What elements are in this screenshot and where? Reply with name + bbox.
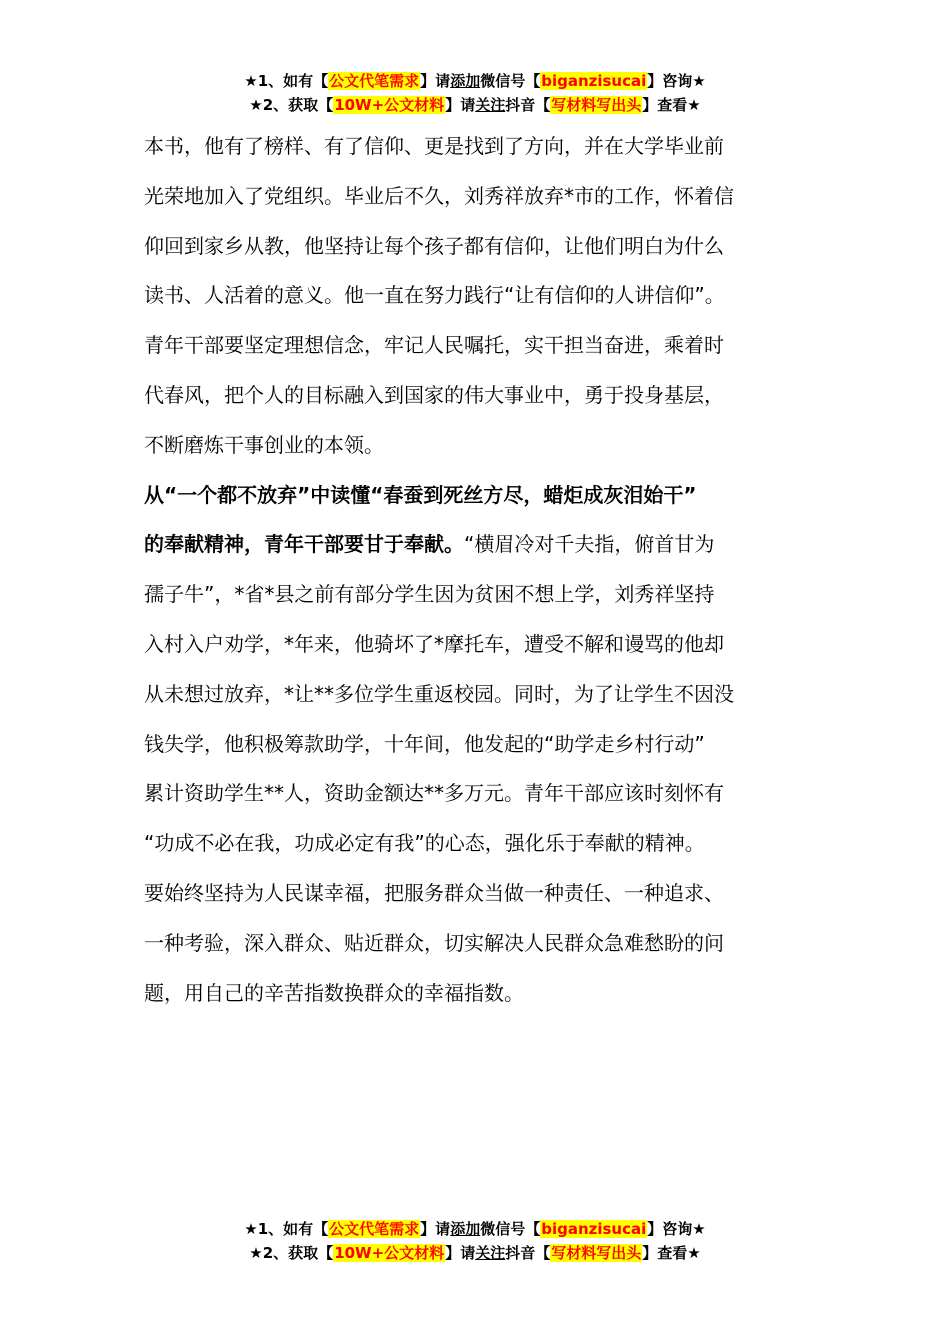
banner-text: 抖音【	[505, 1244, 551, 1262]
underlined-text: 添加	[450, 72, 481, 90]
underlined-text: 关注	[475, 1244, 506, 1262]
body-line: 一种考验，深入群众、贴近群众，切实解决人民群众急难愁盼的问	[144, 930, 724, 955]
body-line: 孺子牛”，*省*县之前有部分学生因为贫困不想上学，刘秀祥坚持	[144, 582, 715, 607]
banner-text: 】请	[445, 1244, 476, 1262]
highlight-text: 10W+公文材料	[334, 96, 445, 114]
banner-line-2	[0, 93, 950, 117]
body-line: 本书，他有了榜样、有了信仰、更是找到了方向，并在大学毕业前	[144, 134, 724, 158]
banner-text: 】咨询★	[647, 1220, 706, 1238]
body-line: 要始终坚持为人民谋幸福，把服务群众当做一种责任、一种追求、	[144, 880, 724, 905]
footer-banner	[0, 1217, 950, 1265]
body-line: 读书、人活着的意义。他一直在努力践行“让有信仰的人讲信仰”。	[144, 283, 725, 308]
underlined-text: 添加	[450, 1220, 481, 1238]
body-line: 入村入户劝学，*年来，他骑坏了*摩托车，遭受不解和谩骂的他却	[144, 631, 724, 656]
banner-text: 】查看★	[642, 96, 701, 114]
body-line: 钱失学，他积极筹款助学，十年间，他发起的“助学走乡村行动”	[144, 731, 705, 756]
body-line: “功成不必在我，功成必定有我”的心态，强化乐于奉献的精神。	[144, 831, 705, 856]
body-line: 从未想过放弃，*让**多位学生重返校园。同时，为了让学生不因没	[144, 681, 734, 706]
body-line: 代春风，把个人的目标融入到国家的伟大事业中，勇于投身基层，	[144, 382, 724, 407]
banner-text: ★1、如有【	[244, 72, 329, 90]
highlight-text: 公文代笔需求	[329, 1220, 420, 1238]
banner-text: 】请	[420, 72, 451, 90]
banner-text: ★2、获取【	[249, 1244, 334, 1262]
body-line: 青年干部要坚定理想信念，牢记人民嘱托，实干担当奋进，乘着时	[144, 333, 724, 358]
banner-line-1	[0, 1217, 950, 1241]
body-line: 不断磨炼干事创业的本领。	[144, 432, 384, 457]
banner-text: ★2、获取【	[249, 96, 334, 114]
banner-text: 】请	[445, 96, 476, 114]
banner-line-1	[0, 69, 950, 93]
banner-text: 】查看★	[642, 1244, 701, 1262]
douyin-account: 写材料写出头	[551, 1244, 642, 1262]
section-heading-line: 从“一个都不放弃”中读懂“春蚕到死丝方尽，蜡炬成灰泪始干”	[144, 482, 697, 507]
body-line-mixed	[144, 520, 814, 570]
banner-line-2	[0, 1241, 950, 1265]
banner-text: 】咨询★	[647, 72, 706, 90]
document-body	[144, 122, 814, 1018]
banner-text: ★1、如有【	[244, 1220, 329, 1238]
underlined-text: 关注	[475, 96, 506, 114]
section-heading-tail: 的奉献精神，青年干部要甘于奉献。	[144, 532, 464, 557]
wechat-id: biganzisucai	[541, 1220, 647, 1238]
highlight-text: 公文代笔需求	[329, 72, 420, 90]
banner-text: 抖音【	[505, 96, 551, 114]
wechat-id: biganzisucai	[541, 72, 647, 90]
header-banner	[0, 69, 950, 117]
highlight-text: 10W+公文材料	[334, 1244, 445, 1262]
body-line: 题，用自己的辛苦指数换群众的幸福指数。	[144, 980, 524, 1005]
body-line: 累计资助学生**人，资助金额达**多万元。青年干部应该时刻怀有	[144, 781, 724, 806]
banner-text: 微信号【	[480, 72, 541, 90]
body-line: 仰回到家乡从教，他坚持让每个孩子都有信仰，让他们明白为什么	[144, 233, 724, 258]
body-line-rest: “横眉冷对千夫指，俯首甘为	[464, 532, 715, 557]
banner-text: 微信号【	[480, 1220, 541, 1238]
banner-text: 】请	[420, 1220, 451, 1238]
douyin-account: 写材料写出头	[551, 96, 642, 114]
body-line: 光荣地加入了党组织。毕业后不久，刘秀祥放弃*市的工作，怀着信	[144, 183, 734, 208]
